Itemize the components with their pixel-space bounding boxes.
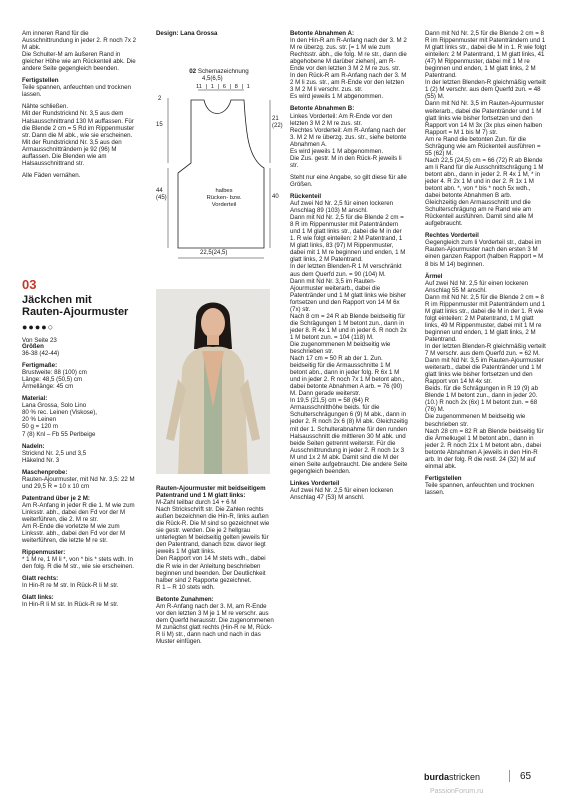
paragraph-text: * 1 M re, 1 M li *, von * bis * stets wdh. In den folg. R die M str., wie sie erscheinen. (22, 556, 134, 571)
difficulty-rating: ●●●●○ (22, 322, 55, 332)
paragraph (425, 30, 547, 227)
dim-left-44: 44 (45) (156, 188, 167, 201)
schematic-drawing (156, 68, 283, 272)
paragraph-text: Stricknd Nr. 2,5 und 3,5 Häkelnd Nr. 3 (22, 449, 87, 464)
paragraph-text: Lana Grossa, Solo Lino 80 % rec. Leinen (Viskose), 20 % Leinen 50 g = 120 m 7 (8) Knl – Fb 55 Perlbeige (22, 402, 97, 438)
paragraph-heading: Glatt rechts: (22, 575, 59, 583)
text-column-2 (156, 485, 274, 650)
paragraph-text: Auf zwei Nd Nr. 2,5 für einen lockeren Anschlag 47 (53) M anschl. (290, 486, 394, 501)
dim-top-segments: 11 | 1 | 6 | 8 | 1 (196, 84, 250, 90)
paragraph (22, 30, 140, 72)
paragraph-heading: Ärmel (425, 272, 443, 280)
paragraph (425, 475, 547, 496)
paragraph-heading: Größen (22, 343, 44, 350)
paragraph (22, 395, 140, 437)
design-credit: Design: Lana Grossa (156, 30, 218, 37)
model-photo-svg (156, 289, 270, 474)
paragraph (290, 480, 408, 501)
paragraph-text: Am R-Anfang nach der 3. M, am R-Ende vor den letzten 3 M je 1 M re verschr. aus dem Querfd herausstr. Die zugenommenen M zunächst glatt rechts (Hin-R re M, Rück-R li M) str., dann nach und nach in das Muster einfügen. (156, 602, 274, 645)
dim-left-15: 15 (156, 122, 163, 128)
paragraph-heading: Fertigmaße: (22, 362, 58, 370)
paragraph-text: Gegengleich zum li Vorderteil str., dabei im Rauten-Ajourmuster nach den ersten 3 M einen ganzen Rapport (halben Rapport = M 8 bis M 14) beginnen. (425, 239, 544, 268)
paragraph (22, 594, 140, 608)
paragraph-heading: Linkes Vorderteil (290, 479, 340, 487)
page-reference: Von Seite 23 (22, 337, 57, 345)
text-column-1b (22, 343, 140, 614)
paragraph-text: Dann mit Nd Nr. 2,5 für die Blende 2 cm = 8 R im Rippenmuster mit Patenträndern und 1 M glatt links str., dabei die M in 1. R wie folgt einteilen: 2 M Patentrand, 1 M glatt links, 41 (47) M Rippenmuster, dabei mit 1 M re beginnen und enden, 1 M glatt links, 2 M Patentrand. In der letzten Blenden-R gleichmäßig verteilt 1 (2) M verschr. aus dem Querfd zun. = 48 (55) M. Dann mit Nd Nr. 3,5 im Rauten-Ajourmuster weiterarb., dabei die Patentränder und 1 M glatt links wie bisher fortsetzen und den Rapport von 14 M 3x (3x plus einen halben Rapport = M 1 bis M 7) str. Am re Rand die betonten Zun. für die Schrägung wie am Rückenteil ausführen = 55 (62) M. Nach 22,5 (24,5) cm = 66 (72) R ab Blende am li Rand für die Ausschnittschrägung 1 M betont abn., dann in jeder 2. R 4x 1 M, * in jeder 4. R 2x 1 M und in der 2. R 1x 1 M betont abn. *, von * bis * noch 5x wdh., dabei betonte Abnahmen B arb. Gleichzeitig den Armausschnitt und die Schulterschrägung am re Rand wie am Rückenteil ausführen. Damit sind alle M aufgebraucht. (425, 30, 547, 228)
paragraph-heading: Fertigstellen (425, 474, 462, 482)
paragraph-text: In Hin-R re M str. In Rück-R li M str. (22, 582, 119, 590)
paragraph (425, 273, 547, 470)
dim-right-21: 21 (22) (272, 116, 283, 129)
paragraph-text: Alle Fäden vernähen. (22, 171, 81, 179)
paragraph (22, 443, 140, 464)
paragraph (290, 30, 408, 100)
text-column-3 (290, 30, 408, 506)
paragraph-text: Auf zwei Nd Nr. 2,5 für einen lockeren Anschlag 55 M anschl. Dann mit Nd Nr. 2,5 für die Blende 2 cm = 8 R im Rippenmuster mit Patenträndern und 1 M glatt links str., dabei die M in der 1. R wie folgt einteilen: 2 M Patentrand, 1 M glatt links, 49 M Rippenmuster, dabei mit 1 M re beginnen und enden, 1 M glatt links, 2 M Patentrand. In der letzten Blenden-R gleichmäßig verteilt 7 M verschr. aus dem Querfd zun. = 62 M. Dann mit Nd Nr. 3,5 im Rauten-Ajourmuster weiterarb., dabei die Patentränder und 1 M glatt links wie bisher fortsetzen und den Rapport von 14 M 4x str. Beids. für die Schrägungen in R 19 (9) ab Blende 1 M betont zun., dann in jeder 20. (10.) R noch 2x (6x) 1 M betont zun. = 68 (76) M. Die zugenommenen M beidseitig wie beschrieben str. Nach 28 cm = 82 R ab Blende beidseitig für die Ärmelkugel 1 M betont abn., dann in jeder 2. R noch 21x 1 M betont abn., dabei betonte Abnahmen A jeweils in den Hin-R arb. In der folg. R die restl. 24 (32) M auf einmal abk. (425, 279, 546, 470)
paragraph-text: Auf zwei Nd Nr. 2,5 für einen lockeren Anschlag 89 (103) M anschl. Dann mit Nd Nr. 2,5 für die Blende 2 cm = 8 R im Rippenmuster mit Patenträndern und 1 M glatt links str., dabei die M in der 1. R wie folgt einteilen: 2 M Patentrand, 1 M glatt links, 83 (97) M Rippenmuster, dabei mit 1 M re beginnen und enden, 1 M glatt links, 2 M Patentrand. In der letzten Blenden-R 1 M verschränkt aus dem Querfd zun. = 90 (104) M. Dann mit Nd Nr. 3,5 im Rauten-Ajourmuster weiterarb., dabei die Patentränder und 1 M glatt links wie bisher fortsetzen und den Rapport von 14 M 6x (7x) str. Nach 8 cm = 24 R ab Blende beidseitig für die Schrägungen 1 M betont zun., dann in jeder 8. R 4x 1 M und in jeder 6. R noch 2x 1 M betont zun. = 104 (118) M. Die zugenommenen M beidseitig wie beschrieben str. Nach 17 cm = 50 R ab der 1. Zun. beidseitig für die Armausschnitte 1 M betont abn., dann in jeder folg. R 6x 1 M und in jeder 2. R noch 7x 1 M betont abn., dabei betonte Abnahmen A arb. = 76 (90) M. Dann gerade weiterstr. In 19,5 (21,5) cm = 58 (64) R Armausschnitthöhe beids. für die Schulterschrägungen 6 (9) M abk., dann in jeder 2. R noch 2x 6 (8) M abk. Gleichzeitig mit der 1. Schulterabnahme für den runden Halsausschnitt die mittleren 30 M abk. und beide Seiten getrennt weiterstr. Für die Ausschnittrundung in jeder 2. R noch 1x 3 M und 1x 2 M abk. Damit sind die M der einen Seite aufgebraucht. Die andere Seite gegengleich beenden. (290, 200, 408, 475)
paragraph-heading: Nadeln: (22, 442, 45, 450)
pattern-title: Jäckchen mit Rauten-Ajourmuster (22, 294, 129, 318)
paragraph (290, 193, 408, 475)
paragraph-text: In den Hin-R am R-Anfang nach der 3. M 2 M re überzg. zus. str. [= 1 M wie zum Rechtsstr. abh., die folg. M re str., dann die abgehobene M darüber ziehen], am R-Ende vor den letzten 3 M 2 M re zus. str. In den Rück-R am R-Anfang nach der 3. M 2 M li zus. str., am R-Ende vor den letzten 3 M 2 M li verschr. zus. str. Es wird jeweils 1 M abgenommen. (290, 37, 407, 101)
paragraph-heading: Fertigstellen (22, 77, 59, 85)
watermark: PassionForum.ru (430, 788, 484, 795)
paragraph (22, 469, 140, 490)
schema-inner-label: halbes Rücken- bzw. Vorderteil (206, 188, 242, 208)
paragraph-heading: Material: (22, 395, 48, 403)
paragraph-text: In Hin-R li M str. In Rück-R re M str. (22, 601, 119, 609)
pattern-number: 03 (22, 277, 37, 292)
paragraph-text: Am R-Anfang in jeder R die 1. M wie zum Linksstr. abh., dabei den Fd vor der M weiterführen, die 2. M re str. Am R-Ende die vorletzte M wie zum Linksstr. abh., dabei den Fd vor der M weiterführen, die letzte M re str. (22, 501, 135, 545)
dim-top: 4,5(6,5) (202, 76, 223, 82)
paragraph (22, 103, 140, 166)
text-column-1 (22, 30, 140, 184)
paragraph-heading: Glatt links: (22, 594, 54, 602)
paragraph (22, 77, 140, 98)
paragraph (156, 596, 274, 645)
dim-left-2: 2 (158, 96, 162, 102)
paragraph-heading: Maschenprobe: (22, 468, 68, 476)
paragraph (22, 575, 140, 589)
paragraph-heading: Rechtes Vorderteil (425, 232, 479, 240)
paragraph-heading: Betonte Abnahmen B: (290, 105, 355, 113)
pattern-header (22, 278, 140, 344)
dim-right-40: 40 (272, 194, 279, 200)
paragraph-text: Teile spannen, anfeuchten und trocknen lassen. (22, 84, 131, 99)
footer-divider (509, 770, 510, 782)
paragraph-heading: Rückenteil (290, 192, 322, 200)
schema-svg (156, 78, 282, 273)
paragraph-heading: Betonte Zunahmen: (156, 595, 214, 603)
paragraph-heading: Rauten-Ajourmuster mit beidseitigem Patentrand und 1 M glatt links: (156, 485, 266, 500)
page-number: 65 (520, 771, 532, 782)
paragraph-text: Steht nur eine Angabe, so gilt diese für alle Größen. (290, 173, 407, 188)
text-column-4 (425, 30, 547, 501)
schema-title: 02 Schemazeichnung (189, 68, 249, 75)
design-credit-block (156, 30, 274, 42)
paragraph (22, 549, 140, 570)
magazine-brand: burdastricken (424, 772, 481, 782)
paragraph-text: 36-38 (42-44) (22, 350, 60, 358)
paragraph-text: M-Zahl teilbar durch 14 + 6 M Nach Strickschrift str. Die Zahlen rechts außen bezeichnen die Hin-R, links außen die Rück-R. Die M sind so gezeichnet wie sie gestr. werden. Die je 2 hellgrau unterlegten M beidseitig gelten jeweils für den Patentrand, danach bzw. davor liegt jeweils 1 M glatt links. Den Rapport von 14 M stets wdh., dabei die R wie in der Anleitung beschrieben beginnen und beenden. Der Deutlichkeit halber sind 2 Rapporte gezeichnet. R 1 – R 10 stets wdh. (156, 499, 270, 591)
paragraph (22, 495, 140, 544)
paragraph-text: Nähte schließen. Mit der Rundstricknd Nr. 3,5 aus dem Halsausschnittrand 130 M auffassen. Für die Blende 2 cm = 5 Rd im Rippenmuster str. Dann die M abk., wie sie erscheinen. Mit der Rundstricknd Nr. 3,5 aus den Armausschnitträndern je 92 (96) M auffassen. Die Blenden wie am Halsausschnittrand str. (22, 103, 135, 167)
dim-bottom: 22,5(24,5) (200, 250, 228, 256)
paragraph (22, 362, 140, 390)
paragraph (290, 174, 408, 188)
paragraph-text: Am inneren Rand für die Ausschnittrundung in jeder 2. R noch 7x 2 M abk. Die Schulter-M am äußeren Rand in gleicher Höhe wie am Rückenteil abk. Die andere Seite gegengleich beenden. (22, 30, 137, 73)
paragraph (290, 105, 408, 168)
paragraph-text: Brustweite: 88 (100) cm Länge: 48,5 (50,5) cm Ärmellänge: 45 cm (22, 369, 87, 391)
model-photo (156, 289, 270, 474)
paragraph-heading: Patentrand über je 2 M: (22, 494, 90, 502)
paragraph-text: Teile spannen, anfeuchten und trocknen lassen. (425, 481, 534, 496)
garment-outline (178, 100, 264, 248)
paragraph-heading: Betonte Abnahmen A: (290, 30, 355, 37)
paragraph (425, 232, 547, 267)
paragraph (156, 485, 274, 591)
paragraph (22, 172, 140, 179)
paragraph-heading: Rippenmuster: (22, 549, 66, 557)
paragraph-text: Rauten-Ajourmuster, mit Nd Nr. 3,5: 22 M und 29,5 R = 10 x 10 cm (22, 475, 135, 490)
paragraph (22, 343, 140, 357)
paragraph-text: Linkes Vorderteil: Am R-Ende vor den letzten 3 M 2 M re zus. str. Rechtes Vorderteil: Am R-Anfang nach der 3. M 2 M re überzg. zus. str., siehe betonte Abnahmen A. Es wird jeweils 1 M abgenommen. Die Zus. gestr. M in den Rück-R jeweils li str. (290, 112, 407, 169)
page-footer (0, 768, 566, 795)
